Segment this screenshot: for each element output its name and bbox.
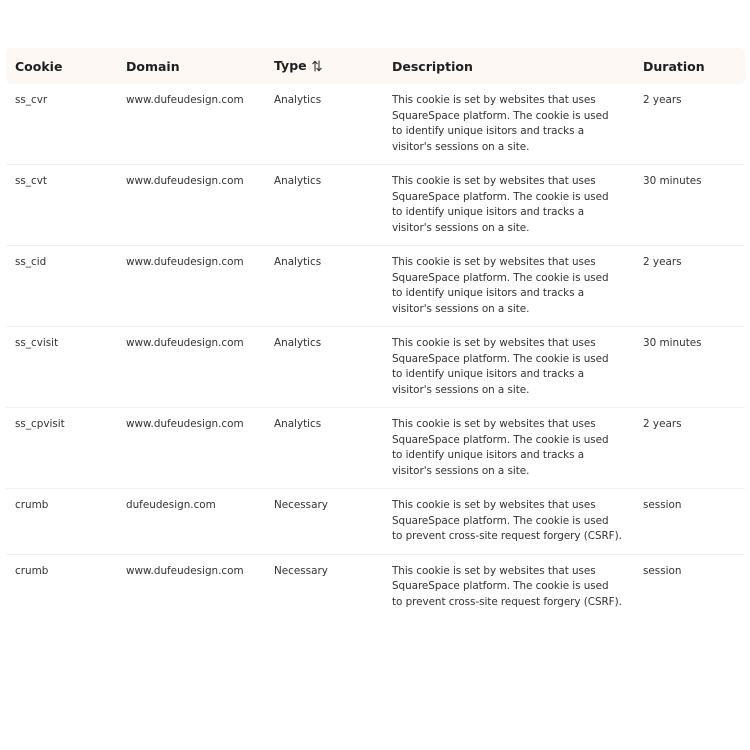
cell-description: This cookie is set by websites that uses SquareSpace platform. The cookie is used to prevent cross-site request forgery (CSRF). — [383, 489, 634, 555]
cell-cookie: crumb — [6, 489, 117, 555]
cell-type: Necessary — [265, 489, 383, 555]
cell-description: This cookie is set by websites that uses SquareSpace platform. The cookie is used to identify unique isitors and tracks a visitor's sessions on a site. — [383, 408, 634, 489]
cell-description: This cookie is set by websites that uses SquareSpace platform. The cookie is used to prevent cross-site request forgery (CSRF). — [392, 564, 622, 608]
table-body — [6, 84, 745, 619]
cell-domain: www.dufeudesign.com — [117, 327, 265, 408]
cell-cookie: crumb — [15, 564, 49, 577]
cell-type: Analytics — [265, 246, 383, 327]
table-row — [6, 165, 745, 246]
column-header-domain: Domain — [126, 58, 180, 74]
cell-duration: 30 minutes — [634, 165, 745, 246]
cell-duration: 2 years — [634, 408, 745, 489]
table-row — [6, 84, 745, 165]
cell-description: This cookie is set by websites that uses SquareSpace platform. The cookie is used to identify unique isitors and tracks a visitor's sessions on a site. — [383, 84, 634, 165]
cell-domain: www.dufeudesign.com — [126, 564, 244, 577]
cookie-table — [6, 48, 745, 619]
cell-duration: session — [643, 564, 682, 577]
table-row — [6, 489, 745, 555]
table-row — [6, 246, 745, 327]
column-header-cookie: Cookie — [15, 58, 63, 74]
header-row — [6, 48, 745, 84]
cell-description: This cookie is set by websites that uses SquareSpace platform. The cookie is used to identify unique isitors and tracks a visitor's sessions on a site. — [383, 327, 634, 408]
cell-cookie: ss_cid — [6, 246, 117, 327]
cell-type: Analytics — [265, 165, 383, 246]
cell-cookie: ss_cvr — [6, 84, 117, 165]
cell-duration: 2 years — [634, 246, 745, 327]
cell-type: Analytics — [265, 408, 383, 489]
cell-type: Analytics — [265, 327, 383, 408]
cookie-table-container — [6, 48, 745, 619]
table-row — [6, 408, 745, 489]
cell-description: This cookie is set by websites that uses SquareSpace platform. The cookie is used to identify unique isitors and tracks a visitor's sessions on a site. — [383, 246, 634, 327]
column-header-description: Description — [392, 58, 473, 74]
column-header-type[interactable] — [265, 48, 383, 84]
table-header — [6, 48, 745, 84]
cell-cookie: ss_cpvisit — [6, 408, 117, 489]
column-header-duration: Duration — [643, 58, 705, 74]
cell-cookie: ss_cvisit — [6, 327, 117, 408]
cell-domain: dufeudesign.com — [117, 489, 265, 555]
cell-type: Necessary — [274, 564, 328, 577]
cell-domain: www.dufeudesign.com — [117, 165, 265, 246]
table-row — [6, 327, 745, 408]
cell-domain: www.dufeudesign.com — [117, 84, 265, 165]
cell-cookie: ss_cvt — [6, 165, 117, 246]
sort-icon[interactable] — [312, 60, 322, 75]
cell-domain: www.dufeudesign.com — [117, 408, 265, 489]
cell-duration: 30 minutes — [634, 327, 745, 408]
cell-domain: www.dufeudesign.com — [117, 246, 265, 327]
cell-duration: session — [634, 489, 745, 555]
column-header-type-label: Type — [274, 57, 307, 73]
cell-type: Analytics — [265, 84, 383, 165]
cell-description: This cookie is set by websites that uses SquareSpace platform. The cookie is used to identify unique isitors and tracks a visitor's sessions on a site. — [383, 165, 634, 246]
cell-duration: 2 years — [634, 84, 745, 165]
table-row — [6, 554, 745, 619]
